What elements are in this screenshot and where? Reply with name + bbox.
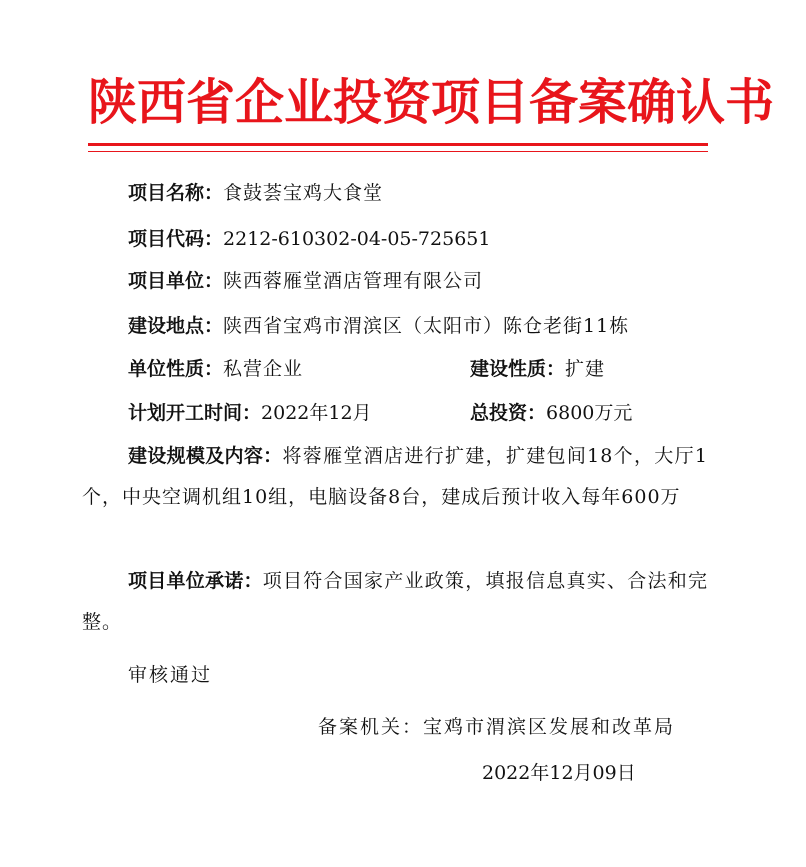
project-code-label: 项目代码： xyxy=(128,228,224,250)
scale-content-paragraph xyxy=(82,436,708,518)
start-time-value: 2022年12月 xyxy=(261,402,372,424)
start-time-row xyxy=(128,398,372,428)
project-unit-label: 项目单位： xyxy=(128,270,224,292)
unit-nature-label: 单位性质： xyxy=(128,358,224,380)
review-status: 审核通过 xyxy=(128,664,213,686)
project-name-value: 食鼓荟宝鸡大食堂 xyxy=(223,182,384,204)
total-investment-value: 6800万元 xyxy=(546,402,633,424)
title-rule-thin xyxy=(88,151,708,152)
unit-nature-value: 私营企业 xyxy=(223,358,304,380)
location-value: 陕西省宝鸡市渭滨区（太阳市）陈仓老街11栋 xyxy=(223,315,630,337)
commitment-paragraph xyxy=(82,561,708,643)
project-code-row xyxy=(128,224,490,254)
commitment-value: 项目符合国家产业政策，填报信息真实、合法和完整。 xyxy=(82,570,708,633)
scale-content-value: 将蓉雁堂酒店进行扩建，扩建包间18个，大厅1个，中央空调机组10组，电脑设备8台，建成后预计收入每年600万 xyxy=(82,445,708,508)
construction-nature-row xyxy=(470,354,605,384)
project-name-label: 项目名称： xyxy=(128,182,224,204)
construction-nature-value: 扩建 xyxy=(565,358,606,380)
filing-date: 2022年12月09日 xyxy=(482,762,636,784)
document-title: 陕西省企业投资项目备案确认书 xyxy=(88,73,775,131)
start-time-label: 计划开工时间： xyxy=(128,402,262,424)
project-code-value: 2212-610302-04-05-725651 xyxy=(223,228,491,250)
total-investment-row xyxy=(470,398,632,428)
project-unit-value: 陕西蓉雁堂酒店管理有限公司 xyxy=(223,270,484,292)
project-name-row xyxy=(128,178,383,208)
unit-nature-row xyxy=(128,354,303,384)
commitment-label: 项目单位承诺： xyxy=(128,570,263,592)
location-label: 建设地点： xyxy=(128,315,224,337)
construction-nature-label: 建设性质： xyxy=(470,358,566,380)
project-unit-row xyxy=(128,266,483,296)
scale-content-label: 建设规模及内容： xyxy=(128,445,283,467)
location-row xyxy=(128,311,629,341)
title-rule-thick xyxy=(88,143,708,146)
filing-authority: 备案机关：宝鸡市渭滨区发展和改革局 xyxy=(318,716,676,738)
total-investment-label: 总投资： xyxy=(470,402,547,424)
